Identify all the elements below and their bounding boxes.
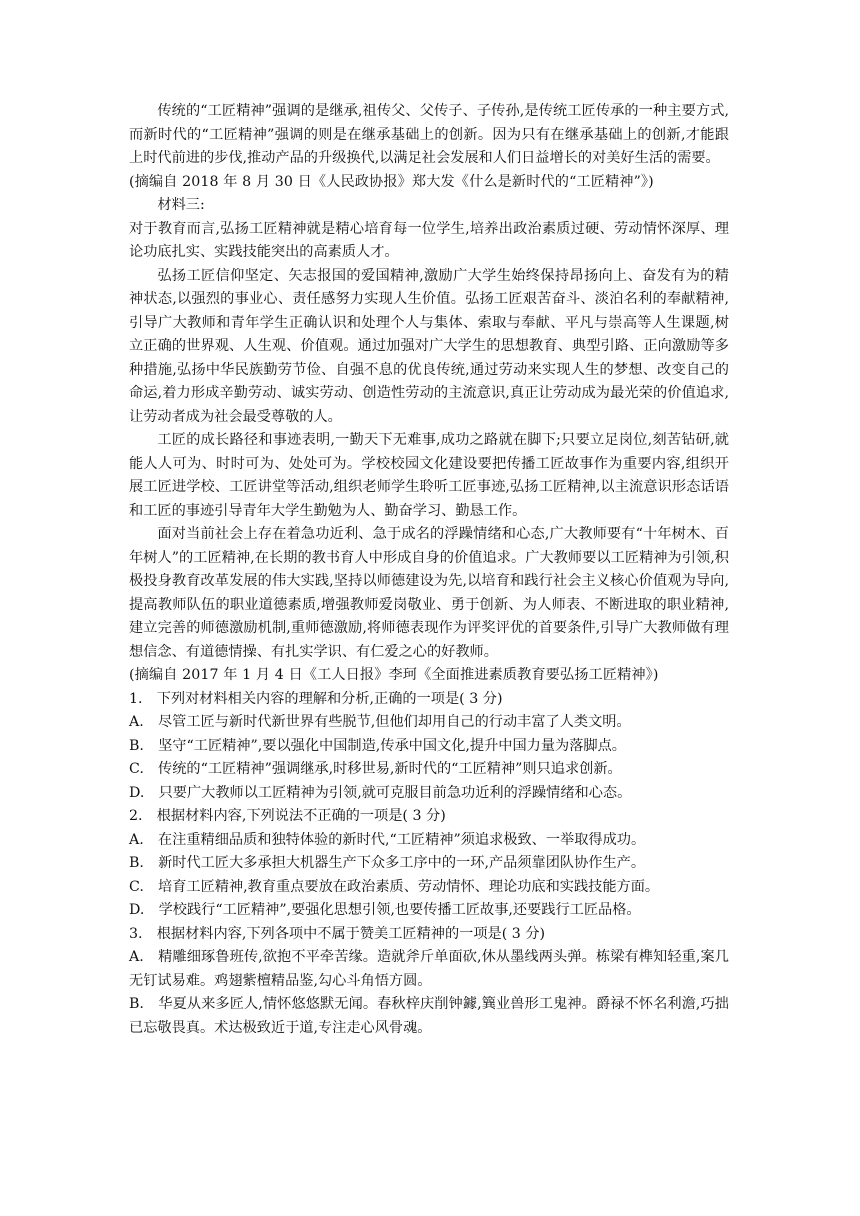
option-d: D. 学校践行“工匠精神”,要强化思想引领,也要传播工匠故事,还要践行工匠品格。 bbox=[129, 902, 641, 918]
material3-paragraph-2: 工匠的成长路径和事迹表明,一勤天下无难事,成功之路就在脚下;只要立足岗位,刻苦钻研,就能人人可为、时时可为、处处可为。学校校园文化建设要把传播工匠故事作为重要内容,组织开展工匠进学校、工匠讲堂等活动,组织老师学生聆听工匠事迹,弘扬工匠精神,以主流意识形态话语和工匠的事迹引导青年大学生勤勉为人、勤奋学习、勤恳工作。 bbox=[129, 432, 729, 519]
option-b: B. 坚守“工匠精神”,要以强化中国制造,传承中国文化,提升中国力量为落脚点。 bbox=[129, 737, 626, 754]
material3-paragraph-1: 弘扬工匠信仰坚定、矢志报国的爱国精神,激励广大学生始终保持昂扬向上、奋发有为的精神状态,以强烈的事业心、责任感努力实现人生价值。弘扬工匠艰苦奋斗、淡泊名利的奉献精神,引导广大教师和青年学生正确认识和处理个人与集体、索取与奉献、平凡与崇高等人生课题,树立正确的世界观、人生观、价值观。通过加强对广大学生的思想教育、典型引路、正向激励等多种措施,弘扬中华民族勤劳节俭、自强不息的优良传统,通过劳动来实现人生的梦想、改变自己的命运,着力形成辛勤劳动、诚实劳动、创造性劳动的主流意识,真正让劳动成为最光荣的价值追求,让劳动者成为社会最受尊敬的人。 bbox=[129, 267, 729, 425]
material3-intro: 对于教育而言,弘扬工匠精神就是精心培育每一位学生,培养出政治素质过硬、劳动情怀深厚、理论功底扎实、实践技能突出的高素质人才。 bbox=[129, 220, 729, 260]
question-stem: 1. 下列对材料相关内容的理解和分析,正确的一项是( 3 分) bbox=[129, 690, 503, 707]
option-a: A. 精雕细琢鲁班传,欲抱不平牵苦缘。造就斧斤单面砍,休从墨线两头弹。栋梁有榫知轻重,案几无钉试易难。鸡翅紫檀精品鉴,勾心斗角悟方圆。 bbox=[129, 949, 729, 989]
option-d: D. 只要广大教师以工匠精神为引领,就可克服目前急功近利的浮躁情绪和心态。 bbox=[129, 784, 632, 801]
question-3 bbox=[129, 923, 729, 1041]
question-1 bbox=[129, 688, 729, 806]
question-stem: 3. 根据材料内容,下列各项中不属于赞美工匠精神的一项是( 3 分) bbox=[129, 925, 546, 942]
question-stem: 2. 根据材料内容,下列说法不正确的一项是( 3 分) bbox=[129, 808, 446, 824]
paragraph-inheritance: 传统的“工匠精神”强调的是继承,祖传父、父传子、子传孙,是传统工匠传承的一种主要方式,而新时代的“工匠精神”强调的则是在继承基础上的创新。因为只有在继承基础上的创新,才能跟上时代前进的步伐,推动产品的升级换代,以满足社会发展和人们日益增长的对美好生活的需要。 bbox=[129, 103, 729, 166]
option-a: A. 在注重精细品质和独特体验的新时代,“工匠精神”须追求极致、一举取得成功。 bbox=[129, 831, 646, 848]
material3-paragraph-3: 面对当前社会上存在着急功近利、急于成名的浮躁情绪和心态,广大教师要有“十年树木、百年树人”的工匠精神,在长期的教书育人中形成自身的价值追求。广大教师要以工匠精神为引领,积极投身教育改革发展的伟大实践,坚持以师德建设为先,以培育和践行社会主义核心价值观为导向,提高教师队伍的职业道德素质,增强教师爱岗敬业、勇于创新、为人师表、不断进取的职业精神,建立完善的师德激励机制,重师德激励,将师德表现作为评奖评优的首要条件,引导广大教师做有理想信念、有道德情操、有扎实学识、有仁爱之心的好教师。 bbox=[129, 526, 729, 660]
option-c: C. 培育工匠精神,教育重点要放在政治素质、劳动情怀、理论功底和实践技能方面。 bbox=[129, 878, 660, 895]
source-citation-2: (摘编自 2017 年 1 月 4 日《工人日报》李珂《全面推进素质教育要弘扬工匠精神》) bbox=[129, 667, 659, 683]
option-b: B. 华夏从来多匠人,情怀悠悠默无闻。春秋梓庆削钟鐻,簨业兽形工鬼神。爵禄不怀名利澹,巧拙已忘敬畏真。术达极致近于道,专注走心风骨魂。 bbox=[129, 996, 729, 1036]
question-2 bbox=[129, 805, 729, 923]
source-citation-1: (摘编自 2018 年 8 月 30 日《人民政协报》郑大发《什么是新时代的“工匠精神”》) bbox=[129, 173, 654, 190]
material3-label: 材料三: bbox=[157, 197, 205, 213]
document-page bbox=[129, 100, 729, 1040]
option-c: C. 传统的“工匠精神”强调继承,时移世易,新时代的“工匠精神”则只追求创新。 bbox=[129, 761, 622, 777]
option-a: A. 尽管工匠与新时代新世界有些脱节,但他们却用自己的行动丰富了人类文明。 bbox=[129, 714, 631, 730]
option-b: B. 新时代工匠大多承担大机器生产下众多工序中的一环,产品须靠团队协作生产。 bbox=[129, 855, 646, 871]
